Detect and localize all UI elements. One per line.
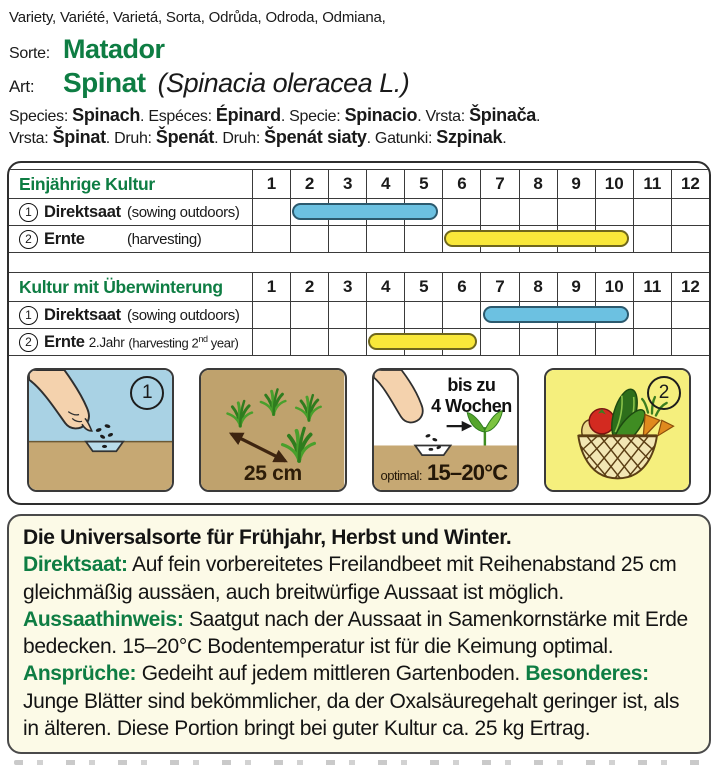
species-value: Špinača: [469, 105, 536, 125]
month-header-cell: 10: [595, 170, 633, 198]
month-header-cell: 4: [366, 170, 404, 198]
month-cell: [633, 226, 671, 252]
month-header-cell: 7: [480, 273, 518, 301]
species-value: Szpinak: [436, 127, 503, 147]
month-header-cell: 8: [519, 170, 557, 198]
circled-number-icon: 2: [19, 230, 38, 249]
art-label: Art:: [9, 77, 35, 96]
month-cell: [671, 226, 709, 252]
variety-languages-line: Variety, Variété, Varietá, Sorta, Odrůda, Odroda, Odmiana,: [9, 9, 386, 26]
month-header-cell: 1: [252, 273, 290, 301]
species-label: Druh:: [222, 130, 261, 147]
row-annotation: (sowing outdoors): [127, 203, 240, 221]
calendar-row-ernte-2jahr: [9, 329, 709, 356]
month-header-cell: 1: [252, 170, 290, 198]
month-cell: [519, 329, 557, 355]
month-cells: [252, 226, 709, 252]
row-annotation: (sowing outdoors): [127, 306, 240, 324]
description-headline: Die Universalsorte für Frühjahr, Herbst und Winter.: [23, 526, 512, 549]
month-cell: [404, 302, 442, 328]
month-cell: [366, 302, 404, 328]
month-cell: [480, 199, 518, 225]
month-cell: [519, 199, 557, 225]
species-label: Espéces:: [148, 108, 212, 125]
month-cell: [252, 199, 290, 225]
species-value: Épinard: [215, 105, 281, 125]
month-cell: [633, 199, 671, 225]
month-cell: [252, 329, 290, 355]
step-badge: 2: [647, 376, 681, 410]
month-cell: [633, 302, 671, 328]
calendar-annual-culture: [9, 169, 709, 253]
month-cell: [328, 302, 366, 328]
calendar-bar-sowing: [483, 306, 629, 323]
month-cell: [671, 302, 709, 328]
description-panel: [7, 514, 711, 754]
sorte-label: Sorte:: [9, 45, 50, 62]
art-row: [9, 67, 708, 99]
month-cell: [442, 199, 480, 225]
spacing-pictogram: [199, 368, 346, 492]
species-value: Spinach: [72, 105, 141, 125]
month-header-cells: [252, 273, 709, 301]
month-header-cell: 12: [671, 170, 709, 198]
circled-number-icon: 2: [19, 333, 38, 352]
row-name: Direktsaat: [44, 202, 121, 221]
month-header-cell: 4: [366, 273, 404, 301]
calendar-bar-sowing: [292, 203, 438, 220]
month-cells: [252, 329, 709, 355]
species-label: Vrsta:: [425, 108, 465, 125]
calendar-header-row: [9, 273, 709, 302]
month-cell: [328, 329, 366, 355]
calendar-panel: [7, 161, 711, 505]
month-cells: [252, 199, 709, 225]
month-header-cell: 9: [557, 170, 595, 198]
calendar-header-row: [9, 170, 709, 199]
species-label: Gatunki:: [374, 130, 433, 147]
calendar-bar-harvest: [368, 333, 476, 350]
month-header-cell: 5: [404, 273, 442, 301]
month-cell: [633, 329, 671, 355]
month-cell: [595, 329, 633, 355]
month-header-cell: 7: [480, 170, 518, 198]
sorte-row: [9, 34, 708, 65]
germination-pictogram: [372, 368, 519, 492]
species-value: Špenát: [155, 127, 215, 147]
month-cell: [557, 329, 595, 355]
month-cell: [557, 199, 595, 225]
row-annotation: (harvesting 2nd year): [128, 333, 239, 351]
species-value: Spinacio: [344, 105, 418, 125]
month-cell: [404, 226, 442, 252]
cutoff-text-line: [14, 760, 704, 765]
species-label: Vrsta:: [9, 130, 49, 147]
header: [0, 0, 718, 149]
description-aussaathinweis: Aussaathinweis: Saatgut nach der Aussaat in Samenkornstärke mit Erde bedecken. 15–20°C Bodentemperatur ist für die Keimung optimal.: [23, 607, 688, 659]
month-header-cell: 11: [633, 273, 671, 301]
month-header-cell: 6: [442, 273, 480, 301]
calendar-row-direktsaat: [9, 199, 709, 226]
month-cell: [328, 226, 366, 252]
row-name: Direktsaat: [44, 305, 121, 324]
month-cell: [290, 302, 328, 328]
harvest-pictogram: [544, 368, 691, 492]
species-label: Druh:: [114, 130, 152, 147]
month-header-cell: 6: [442, 170, 480, 198]
circled-number-icon: 1: [19, 203, 38, 222]
sowing-pictogram: [27, 368, 174, 492]
description-ansprueche: Ansprüche: Gedeiht auf jedem mittleren Gartenboden. Besonderes: Junge Blätter sind bekömmlicher, da der Oxalsäuregehalt geringer ist, als in älteren. Diese Portion bringt bei guter Kultur ca. 25 kg Ertrag.: [23, 662, 680, 741]
row-annotation: (harvesting): [127, 230, 202, 248]
month-cell: [252, 226, 290, 252]
month-header-cell: 5: [404, 170, 442, 198]
pictogram-row: [27, 368, 691, 492]
month-cell: [290, 226, 328, 252]
month-cell: [671, 199, 709, 225]
month-header-cell: 9: [557, 273, 595, 301]
row-name: Ernte: [44, 229, 85, 248]
month-header-cells: [252, 170, 709, 198]
table-gap: [9, 253, 709, 266]
species-label: Specie:: [289, 108, 341, 125]
row-name: Ernte: [44, 332, 85, 351]
species-value: Špenát siaty: [264, 127, 367, 147]
month-cell: [366, 226, 404, 252]
calendar-title: Kultur mit Überwinterung: [19, 276, 223, 297]
optimal-temperature-label: optimal: 15–20°C: [380, 460, 508, 485]
species-label: Species:: [9, 108, 68, 125]
circled-number-icon: 1: [19, 306, 38, 325]
month-header-cell: 2: [290, 170, 328, 198]
month-header-cell: 8: [519, 273, 557, 301]
month-header-cell: 3: [328, 273, 366, 301]
calendar-row-direktsaat: [9, 302, 709, 329]
month-header-cell: 3: [328, 170, 366, 198]
calendar-title: Einjährige Kultur: [19, 173, 155, 194]
month-cell: [442, 302, 480, 328]
germination-duration-label: bis zu 4 Wochen: [431, 375, 512, 416]
calendar-bar-harvest: [444, 230, 628, 247]
month-header-cell: 2: [290, 273, 328, 301]
species-latin-name: (Spinacia oleracea L.): [157, 68, 410, 98]
description-direktsaat: Direktsaat: Auf fein vorbereitetes Freilandbeet mit Reihenabstand 25 cm gleichmäßig aussäen, auch breitwürfige Aussaat ist möglich.: [23, 553, 677, 604]
variety-name: Matador: [63, 34, 165, 64]
species-translations-line-2: Vrsta: Špinat. Druh: Špenát. Druh: Špenát siaty. Gatunki: Szpinak.: [9, 127, 507, 147]
step-badge: 1: [130, 376, 164, 410]
temperature-value: 15–20°C: [427, 460, 508, 485]
month-cell: [595, 199, 633, 225]
month-cell: [480, 329, 518, 355]
month-cells: [252, 302, 709, 328]
species-value: Špinat: [52, 127, 106, 147]
species-translations-line: Species: Spinach. Espéces: Épinard. Specie: Spinacio. Vrsta: Špinača.: [9, 105, 541, 125]
calendar-row-ernte: [9, 226, 709, 253]
month-cell: [290, 329, 328, 355]
calendar-overwintering-culture: [9, 272, 709, 356]
month-header-cell: 12: [671, 273, 709, 301]
month-cell: [252, 302, 290, 328]
month-header-cell: 10: [595, 273, 633, 301]
month-cell: [671, 329, 709, 355]
month-header-cell: 11: [633, 170, 671, 198]
species-name-german: Spinat: [63, 67, 146, 98]
spacing-caption: 25 cm: [243, 462, 302, 485]
row-extra: 2.Jahr: [88, 334, 125, 350]
